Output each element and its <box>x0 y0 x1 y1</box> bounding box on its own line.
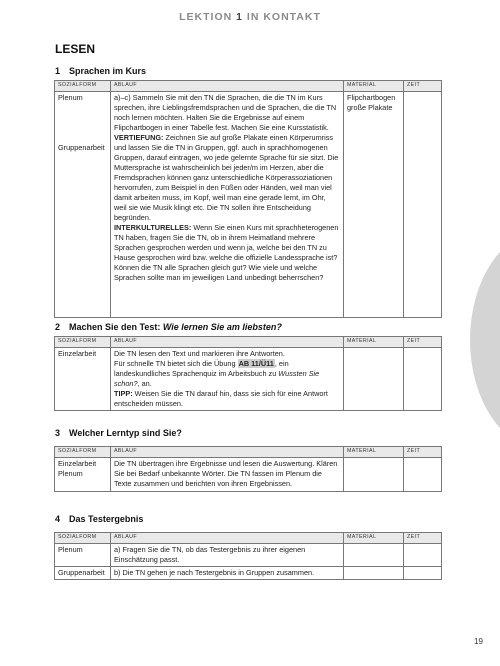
task-title: Machen Sie den Test: <box>69 322 163 332</box>
lesson-title: IN KONTAKT <box>246 11 321 23</box>
ablauf-cell: b) Die TN gehen je nach Testergebnis in Gruppen zusammen. <box>111 567 344 580</box>
tipp-text: Weisen Sie die TN darauf hin, dass sie sich für eine Antwort entscheiden müssen. <box>114 389 328 408</box>
col-sozialform: SOZIALFORM <box>55 81 111 92</box>
table-row <box>55 458 442 492</box>
col-zeit: ZEIT <box>404 81 442 92</box>
vertiefung-text: Zeichnen Sie auf große Plakate einen Körperumriss und lassen Sie die TN in Gruppen, ggf. auch in sprachhomogenen Gruppen, darauf eintragen, wo jede gelernte Sprache für sie sitzt. Die Muttersprache ist wahrscheinlich bei jeder/m im Herzen, aber die Fremdsprachen können ganz unterschiedliche Körperassoziationen hervorrufen, zum Beispiel in den Füßen oder Händen, weil man viel damit arbeiten muss, im Kopf, weil man eine gerade lernt, im Ohr, weil sie wie Musik klingt etc. Die TN sollen ihre Entscheidung begründen. <box>114 133 339 222</box>
col-sozialform: SOZIALFORM <box>55 447 111 458</box>
task-number: 4 <box>55 514 61 524</box>
zeit-cell <box>404 567 442 580</box>
col-ablauf: ABLAUF <box>111 337 344 348</box>
table-row <box>55 567 442 580</box>
material-cell <box>344 92 404 318</box>
task-4-table <box>54 532 442 580</box>
interkulturelles-text: Wenn Sie einen Kurs mit sprachheterogenen TN haben, fragen Sie die TN, ob in ihrem Heimatland mehrere Sprachen gesprochen werden und wenn ja, welche bei den TN zu Hause gesprochen wird bzw. welche die offizielle Landessprache ist? Können die TN alle Sprachen gleich gut? Wie viele und welche Sprachen sollte man im jeweiligen Land unbedingt beherrschen? <box>114 223 339 282</box>
table-row <box>55 92 442 318</box>
table-header-row <box>55 337 442 348</box>
ablauf-text: a)–c) Sammeln Sie mit den TN die Sprachen, die die TN im Kurs sprechen, ihre Lieblingsfremdsprachen und die Sprachen, die die TN noch lernen möchten. Halten Sie die Ergebnisse auf einem Flipchartbogen in einer Tabelle fest. Machen Sie eine Kursstatistik. <box>114 93 337 132</box>
ablauf-cell <box>111 92 344 318</box>
task-2-heading <box>55 322 282 332</box>
table-row <box>55 348 442 411</box>
vertiefung-label: VERTIEFUNG: <box>114 133 164 142</box>
lesson-number: 1 <box>236 11 243 23</box>
material-item: große Plakate <box>347 103 393 112</box>
lesson-label: LEKTION <box>179 11 233 23</box>
ablauf-fragment: , an. <box>137 379 152 388</box>
col-sozialform: SOZIALFORM <box>55 533 111 544</box>
ablauf-cell <box>111 348 344 411</box>
sozialform-gruppenarbeit: Gruppenarbeit <box>58 143 105 152</box>
col-ablauf: ABLAUF <box>111 81 344 92</box>
table-row <box>55 544 442 567</box>
sozialform-cell <box>55 458 111 492</box>
task-1-heading <box>55 66 146 76</box>
task-title: Sprachen im Kurs <box>69 66 147 76</box>
ablauf-cell: a) Fragen Sie die TN, ob das Testergebnis zu ihrer eigenen Einschätzung passt. <box>111 544 344 567</box>
zeit-cell <box>404 92 442 318</box>
task-number: 2 <box>55 322 61 332</box>
task-title-italic: Wie lernen Sie am liebsten? <box>162 322 282 332</box>
decorative-gray-arc <box>470 230 500 450</box>
interkulturelles-paragraph <box>114 223 340 283</box>
col-material: MATERIAL <box>344 81 404 92</box>
zeit-cell <box>404 544 442 567</box>
ablauf-text: Die TN lesen den Text und markieren ihre Antworten. <box>114 349 285 358</box>
tipp-label: TIPP: <box>114 389 133 398</box>
sozialform-cell: Gruppenarbeit <box>55 567 111 580</box>
table-header-row <box>55 81 442 92</box>
task-2-table <box>54 336 442 411</box>
material-item: Flipchartbogen <box>347 93 396 102</box>
col-zeit: ZEIT <box>404 337 442 348</box>
book-section-title: Wussten Sie schon? <box>114 369 320 388</box>
sozialform-plenum: Plenum <box>58 93 83 102</box>
col-material: MATERIAL <box>344 533 404 544</box>
task-number: 3 <box>55 428 61 438</box>
interkulturelles-label: INTERKULTURELLES: <box>114 223 192 232</box>
material-cell <box>344 544 404 567</box>
ablauf-fragment: Für schnelle TN bietet sich die Übung <box>114 359 238 368</box>
sozialform-einzelarbeit: Einzelarbeit <box>58 459 97 468</box>
sozialform-cell: Plenum <box>55 544 111 567</box>
col-zeit: ZEIT <box>404 447 442 458</box>
sozialform-plenum: Plenum <box>58 469 83 478</box>
lesson-header <box>0 11 500 23</box>
exercise-reference: AB 11/Ü11 <box>238 359 274 368</box>
material-cell <box>344 458 404 492</box>
sozialform-cell <box>55 92 111 318</box>
col-ablauf: ABLAUF <box>111 447 344 458</box>
task-4-heading <box>55 514 143 524</box>
section-title: LESEN <box>55 42 96 56</box>
zeit-cell <box>404 458 442 492</box>
tipp-paragraph <box>114 389 340 409</box>
task-3-table <box>54 446 442 492</box>
ablauf-fragment: , ein landeskundliches Sprachenquiz im Arbeitsbuch zu <box>114 359 289 378</box>
sozialform-cell: Einzelarbeit <box>55 348 111 411</box>
zeit-cell <box>404 348 442 411</box>
col-material: MATERIAL <box>344 337 404 348</box>
task-number: 1 <box>55 66 61 76</box>
table-header-row <box>55 447 442 458</box>
material-cell <box>344 567 404 580</box>
ablauf-cell: Die TN übertragen ihre Ergebnisse und lesen die Auswertung. Klären Sie bei Bedarf unbekannte Wörter. Die TN fassen im Plenum die Texte zusammen und berichten von ihren Ergebnissen. <box>111 458 344 492</box>
task-1-table <box>54 80 442 318</box>
task-3-heading <box>55 428 182 438</box>
task-title: Das Testergebnis <box>69 514 144 524</box>
col-zeit: ZEIT <box>404 533 442 544</box>
vertiefung-paragraph <box>114 133 340 223</box>
ablauf-text <box>114 359 340 389</box>
table-header-row <box>55 533 442 544</box>
page-number: 19 <box>474 637 483 646</box>
material-cell <box>344 348 404 411</box>
col-material: MATERIAL <box>344 447 404 458</box>
col-ablauf: ABLAUF <box>111 533 344 544</box>
col-sozialform: SOZIALFORM <box>55 337 111 348</box>
task-title: Welcher Lerntyp sind Sie? <box>69 428 182 438</box>
